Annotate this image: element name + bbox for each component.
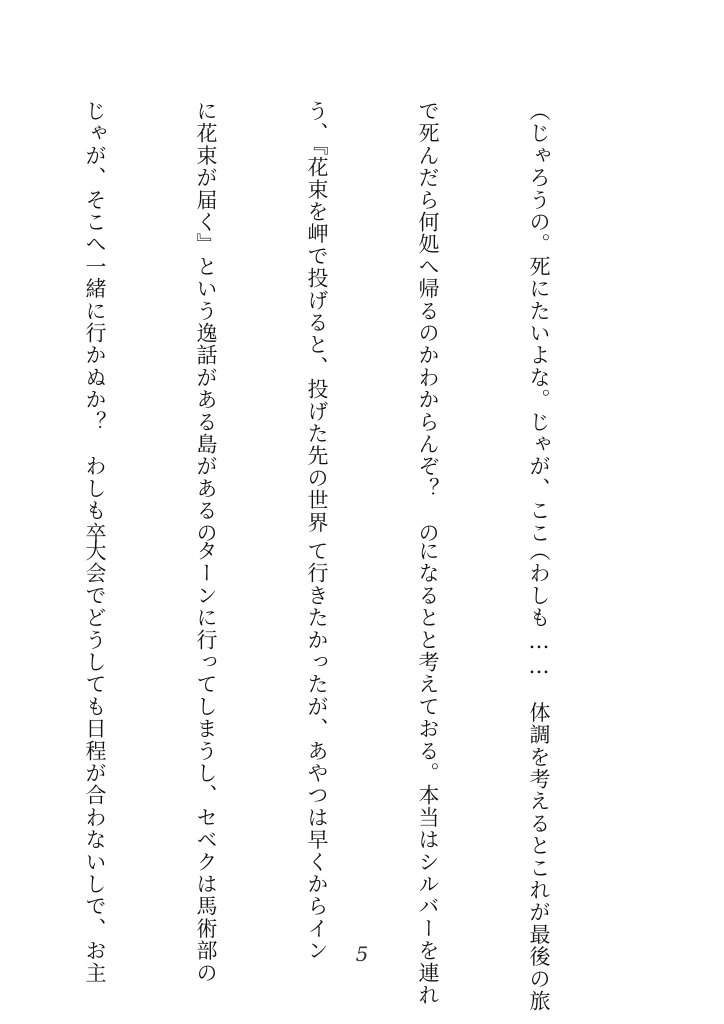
- page-number: 5: [355, 942, 369, 966]
- text-line: になるとと考えておる。本当はシルバーを連れ: [416, 540, 440, 1007]
- text-line: じゃが、そこへ一緒に行かぬか？ わしも卒: [83, 100, 107, 544]
- lower-text-block: [83, 540, 631, 1013]
- text-line: [0, 540, 2, 940]
- text-line: [0, 100, 2, 520]
- text-line: に花束が届く』という逸話がある島があるの: [194, 100, 218, 544]
- text-line: （わしも…… 体調を考えるとこれが最後の旅: [527, 540, 551, 1013]
- text-line: う、『花束を岬で投げると、投げた先の世界: [305, 100, 329, 534]
- text-line: （じゃろうの。死にたいよな。じゃが、ここ: [527, 100, 551, 544]
- text-line: 大会でどうしても日程が合わないしで、お主: [83, 540, 107, 984]
- text-line: て行きたかったが、あやつは早くからイン: [305, 540, 329, 962]
- text-line: で死んだら何処へ帰るのかわからんぞ？ の: [416, 100, 440, 544]
- upper-text-block: [83, 100, 631, 544]
- text-line: ターンに行ってしまうし、セベクは馬術部の: [194, 540, 218, 984]
